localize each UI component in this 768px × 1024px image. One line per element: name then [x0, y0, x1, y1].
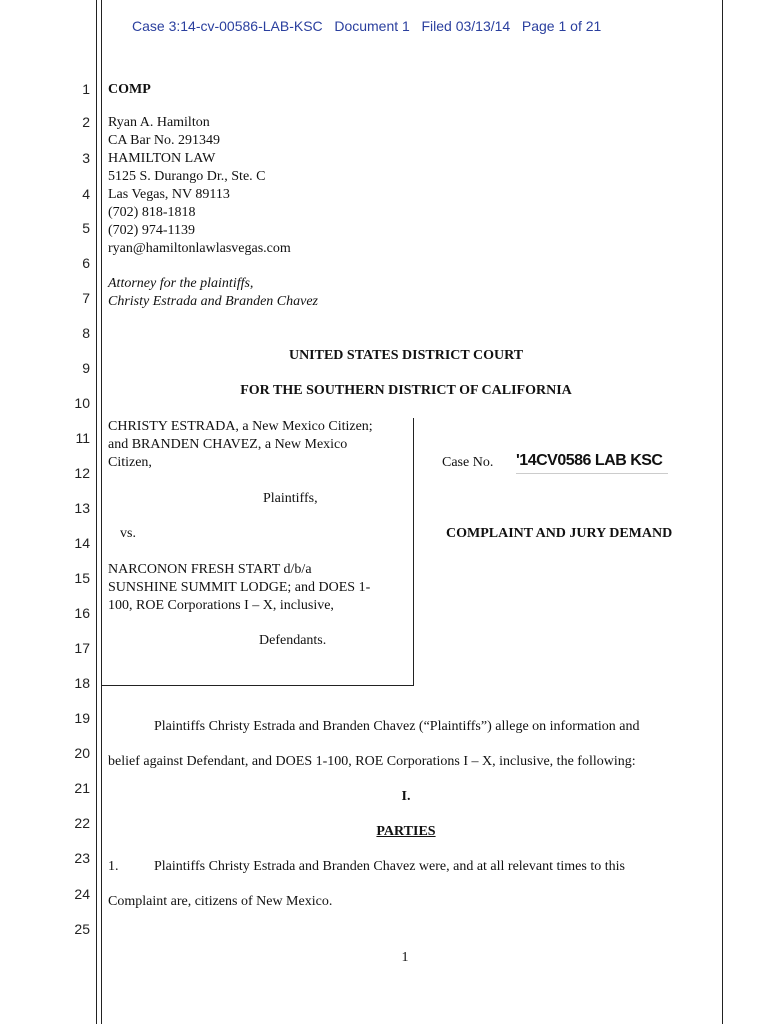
line-number: 13 — [74, 500, 90, 516]
attorney-address2: Las Vegas, NV 89113 — [108, 187, 230, 202]
caption-right-rule — [413, 418, 414, 686]
line-number: 3 — [82, 150, 90, 166]
defendants-line3: 100, ROE Corporations I – X, inclusive, — [108, 598, 334, 613]
line-number: 24 — [74, 886, 90, 902]
attorney-bar: CA Bar No. 291349 — [108, 133, 220, 148]
line-number: 15 — [74, 570, 90, 586]
line-number: 22 — [74, 815, 90, 831]
paragraph-1-line1: Plaintiffs Christy Estrada and Branden Chavez were, and at all relevant times to this — [154, 859, 625, 874]
line-number: 14 — [74, 535, 90, 551]
section-number: I. — [401, 789, 411, 804]
page-number: 1 — [401, 950, 409, 965]
plaintiffs-line1: CHRISTY ESTRADA, a New Mexico Citizen; — [108, 419, 373, 434]
line-number: 10 — [74, 395, 90, 411]
defendants-line2: SUNSHINE SUMMIT LODGE; and DOES 1- — [108, 580, 371, 595]
defendants-line1: NARCONON FRESH START d/b/a — [108, 562, 312, 577]
line-number: 23 — [74, 850, 90, 866]
attorney-name: Ryan A. Hamilton — [108, 115, 210, 130]
line-number: 5 — [82, 220, 90, 236]
line-number: 9 — [82, 360, 90, 376]
line-number: 12 — [74, 465, 90, 481]
right-margin-rule — [722, 0, 723, 1024]
header-case: Case 3:14-cv-00586-LAB-KSC — [132, 18, 323, 34]
line-number: 21 — [74, 780, 90, 796]
header-filed: Filed 03/13/14 — [421, 18, 511, 34]
header-page: Page 1 of 21 — [521, 18, 602, 34]
left-margin-rule-outer — [96, 0, 97, 1024]
intro-line1: Plaintiffs Christy Estrada and Branden Chavez (“Plaintiffs”) allege on information and — [154, 719, 640, 734]
caption-bottom-rule — [102, 685, 414, 686]
court-name: UNITED STATES DISTRICT COURT — [288, 348, 524, 363]
line-number: 8 — [82, 325, 90, 341]
versus-label: vs. — [120, 526, 136, 541]
line-number: 16 — [74, 605, 90, 621]
paragraph-1-line2: Complaint are, citizens of New Mexico. — [108, 894, 333, 909]
doc-type: COMP — [108, 82, 151, 97]
line-number: 17 — [74, 640, 90, 656]
attorney-firm: HAMILTON LAW — [108, 151, 216, 166]
attorney-role1: Attorney for the plaintiffs, — [108, 276, 254, 291]
line-number: 19 — [74, 710, 90, 726]
section-title: PARTIES — [376, 824, 436, 839]
case-number-value: '14CV0586 LAB KSC — [516, 452, 668, 474]
plaintiffs-label: Plaintiffs, — [263, 491, 318, 506]
left-margin-rule-inner — [101, 0, 102, 1024]
attorney-phone1: (702) 818-1818 — [108, 205, 196, 220]
line-number: 18 — [74, 675, 90, 691]
attorney-address1: 5125 S. Durango Dr., Ste. C — [108, 169, 266, 184]
line-number: 6 — [82, 255, 90, 271]
court-district: FOR THE SOUTHERN DISTRICT OF CALIFORNIA — [240, 383, 572, 398]
case-number-label: Case No. — [442, 455, 494, 470]
line-number: 1 — [82, 81, 90, 97]
header-document: Document 1 — [334, 18, 410, 34]
line-number: 2 — [82, 114, 90, 130]
attorney-phone2: (702) 974-1139 — [108, 223, 195, 238]
defendants-label: Defendants. — [259, 633, 327, 648]
line-number: 11 — [75, 430, 90, 446]
plaintiffs-line2: and BRANDEN CHAVEZ, a New Mexico — [108, 437, 348, 452]
intro-line2: belief against Defendant, and DOES 1-100, ROE Corporations I – X, inclusive, the following: — [108, 754, 636, 769]
line-number: 7 — [82, 290, 90, 306]
ecf-header — [132, 18, 601, 34]
line-number: 20 — [74, 745, 90, 761]
attorney-role2: Christy Estrada and Branden Chavez — [108, 294, 318, 309]
plaintiffs-line3: Citizen, — [108, 455, 152, 470]
document-title: COMPLAINT AND JURY DEMAND — [446, 526, 673, 541]
line-number: 4 — [82, 186, 90, 202]
paragraph-1-number: 1. — [108, 859, 119, 874]
line-number: 25 — [74, 921, 90, 937]
attorney-email: ryan@hamiltonlawlasvegas.com — [108, 241, 291, 256]
